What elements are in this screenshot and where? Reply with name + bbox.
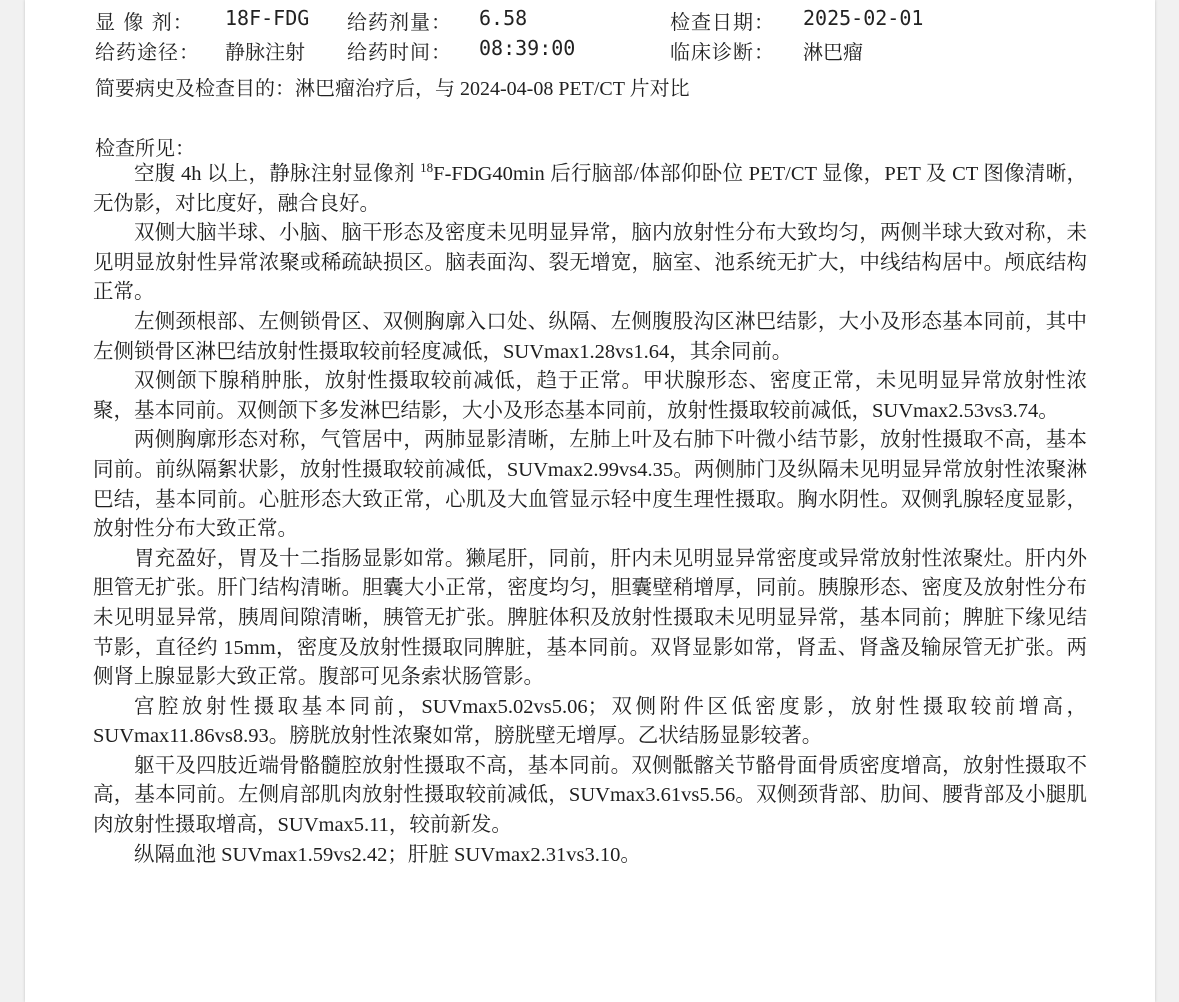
findings-paragraph-4: 双侧颌下腺稍肿胀，放射性摄取较前减低，趋于正常。甲状腺形态、密度正常，未见明显异常放射性浓聚，基本同前。双侧颌下多发淋巴结影，大小及形态基本同前，放射性摄取较前减低，SUVmax2.53vs3.74。 — [93, 370, 1087, 422]
findings-paragraph-9: 纵隔血池 SUVmax1.59vs2.42；肝脏 SUVmax2.31vs3.10。 — [134, 843, 641, 866]
findings-paragraph-6: 胃充盈好，胃及十二指肠显影如常。獭尾肝，同前，肝内未见明显异常密度或异常放射性浓聚灶。肝内外胆管无扩张。肝门结构清晰。胆囊大小正常，密度均匀，胆囊壁稍增厚，同前。胰腺形态、密度及放射性分布未见明显异常，胰周间隙清晰，胰管无扩张。脾脏体积及放射性摄取未见明显异常，基本同前；脾脏下缘见结节影，直径约 15mm，密度及放射性摄取同脾脏，基本同前。双肾显影如常，肾盂、肾盏及输尿管无扩张。两侧肾上腺显影大致正常。腹部可见条索状肠管影。 — [93, 547, 1087, 689]
brief-history: 简要病史及检查目的：淋巴瘤治疗后，与 2024-04-08 PET/CT 片对比 — [95, 78, 690, 100]
report-page — [25, 0, 1155, 1002]
findings-paragraph-1 — [93, 160, 1087, 219]
dose-value: 6.58 — [479, 6, 528, 30]
dose-label: 给药剂量： — [347, 10, 452, 34]
admin-time-label: 给药时间： — [347, 40, 452, 64]
findings-paragraph-7: 宫腔放射性摄取基本同前，SUVmax5.02vs5.06；双侧附件区低密度影，放射性摄取较前增高，SUVmax11.86vs8.93。膀胱放射性浓聚如常，膀胱壁无增厚。乙状结肠显影较著。 — [93, 695, 1087, 748]
admin-time-value: 08:39:00 — [479, 36, 576, 60]
route-value: 静脉注射 — [225, 40, 305, 64]
exam-date-label: 检查日期： — [670, 10, 775, 34]
exam-date-value: 2025-02-01 — [803, 6, 924, 30]
p1-text-a: 空腹 4h 以上，静脉注射显像剂 — [134, 163, 421, 185]
findings-title: 检查所见： — [95, 138, 195, 160]
p1-text-b: F-FDG40min 后行脑部/体部仰卧位 PET/CT 显像，PET 及 CT 图像清晰，无伪影，对比度好，融合良好。 — [93, 163, 1087, 215]
route-label: 给药途径： — [95, 40, 200, 64]
tracer-label: 显 像 剂： — [95, 10, 194, 34]
isotope-superscript: 18 — [420, 160, 434, 175]
info-row-1 — [95, 6, 1095, 36]
findings-body — [93, 160, 1087, 870]
findings-paragraph-5: 两侧胸廓形态对称，气管居中，两肺显影清晰，左肺上叶及右肺下叶微小结节影，放射性摄取不高，基本同前。前纵隔絮状影，放射性摄取较前减低，SUVmax2.99vs4.35。两侧肺门及纵隔未见明显异常放射性浓聚淋巴结，基本同前。心脏形态大致正常，心肌及大血管显示轻中度生理性摄取。胸水阴性。双侧乳腺轻度显影，放射性分布大致正常。 — [93, 429, 1087, 541]
findings-paragraph-2: 双侧大脑半球、小脑、脑干形态及密度未见明显异常，脑内放射性分布大致均匀，两侧半球大致对称，未见明显放射性异常浓聚或稀疏缺损区。脑表面沟、裂无增宽，脑室、池系统无扩大，中线结构居中。颅底结构正常。 — [93, 222, 1087, 304]
info-row-2 — [95, 36, 1095, 66]
diagnosis-value: 淋巴瘤 — [803, 40, 863, 64]
findings-paragraph-3: 左侧颈根部、左侧锁骨区、双侧胸廓入口处、纵隔、左侧腹股沟区淋巴结影，大小及形态基本同前，其中左侧锁骨区淋巴结放射性摄取较前轻度减低，SUVmax1.28vs1.64，其余同前。 — [93, 310, 1087, 363]
tracer-value: 18F-FDG — [225, 6, 310, 30]
diagnosis-label: 临床诊断： — [670, 40, 775, 64]
findings-paragraph-8: 躯干及四肢近端骨骼髓腔放射性摄取不高，基本同前。双侧骶髂关节骼骨面骨质密度增高，放射性摄取不高，基本同前。左侧肩部肌肉放射性摄取较前减低，SUVmax3.61vs5.56。双侧颈背部、肋间、腰背部及小腿肌肉放射性摄取增高，SUVmax5.11，较前新发。 — [93, 754, 1087, 837]
